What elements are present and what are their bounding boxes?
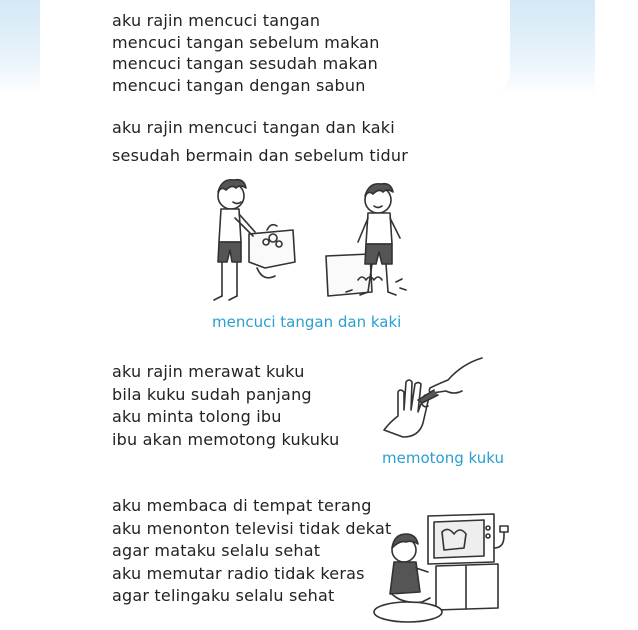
stanza-hands-feet [112,114,408,170]
verse-line: aku memutar radio tidak keras [112,563,365,583]
verse-line: mencuci tangan sesudah makan [112,54,379,73]
boy-watching-tv-illustration [370,508,520,628]
verse-line: aku rajin merawat kuku [112,362,305,381]
verse-line: mencuci tangan sebelum makan [112,32,380,52]
stanza-nail-care [112,361,339,451]
boy-washing-feet-illustration [322,172,417,307]
verse-line: aku rajin mencuci tangan [112,11,321,30]
verse-line: aku rajin mencuci tangan dan kaki [112,118,395,137]
verse-line: mencuci tangan dengan sabun [112,75,366,95]
stanza-eyes-ears [112,495,391,608]
verse-line: aku menonton televisi tidak dekat [112,518,392,538]
verse-line: bila kuku sudah panjang [112,384,312,404]
boy-washing-hands-illustration [205,172,300,310]
verse-line: sesudah bermain dan sebelum tidur [112,146,409,165]
header-right-panel [595,0,638,95]
verse-line: agar mataku selalu sehat [112,541,321,560]
verse-line: aku membaca di tempat terang [112,496,372,515]
caption-nails: memotong kuku [382,449,504,467]
nail-cutting-illustration [378,350,488,445]
verse-line: aku minta tolong ibu [112,407,282,426]
verse-line: ibu akan memotong kukuku [112,429,340,449]
caption-washing: mencuci tangan dan kaki [212,313,402,331]
verse-line: agar telingaku selalu sehat [112,586,335,605]
stanza-hand-washing [112,10,380,96]
